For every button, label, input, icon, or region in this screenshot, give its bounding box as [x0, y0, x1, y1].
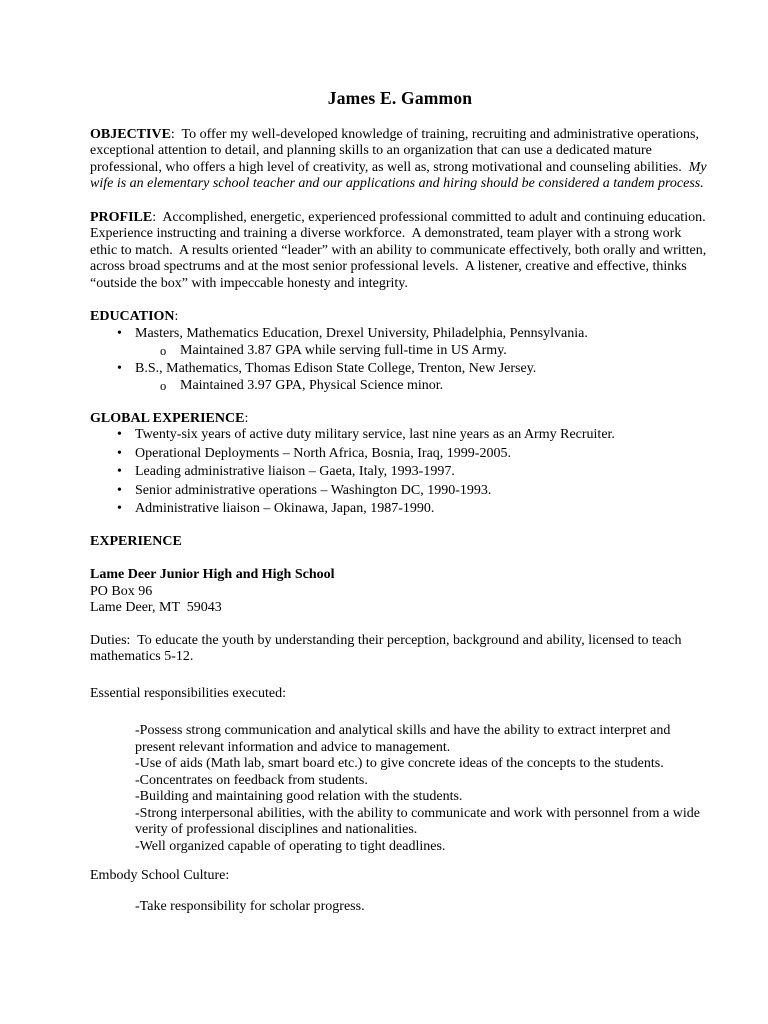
global-experience-item: [90, 427, 710, 444]
bullet-icon: •: [117, 501, 122, 516]
employer-block: [90, 567, 710, 617]
responsibility-item: -Possess strong communication and analytical skills and have the ability to extract interpret and present relevant information and advice to management.: [135, 723, 674, 755]
culture-item: -Take responsibility for scholar progress.: [135, 898, 365, 914]
objective-paragraph: [90, 127, 710, 193]
global-experience-item-text: Leading administrative liaison – Gaeta, Italy, 1993-1997.: [135, 464, 455, 479]
page-title: James E. Gammon: [327, 88, 473, 108]
duties-paragraph: Duties: To educate the youth by understanding their perception, background and ability, licensed to teach mathematics 5-12.: [90, 632, 686, 664]
profile-label: PROFILE: [90, 209, 153, 225]
education-subitem: [90, 378, 710, 395]
global-experience-item-text: Operational Deployments – North Africa, Bosnia, Iraq, 1999-2005.: [135, 445, 511, 461]
global-experience-heading: [90, 411, 710, 428]
employer-name: Lame Deer Junior High and High School: [90, 567, 335, 582]
global-experience-item-text: Twenty-six years of active duty military service, last nine years as an Army Recruiter.: [135, 427, 615, 442]
education-item-text: B.S., Mathematics, Thomas Edison State College, Trenton, New Jersey.: [135, 360, 537, 376]
global-experience-item-text: Senior administrative operations – Washington DC, 1990-1993.: [135, 482, 492, 498]
global-experience-item: [90, 483, 710, 500]
experience-heading: EXPERIENCE: [90, 533, 182, 549]
sub-bullet-icon: o: [160, 344, 167, 358]
bullet-icon: •: [117, 482, 122, 498]
responsibility-item: -Strong interpersonal abilities, with the ability to communicate and work with personnel from a wide verity of professional disciplines and nationalities.: [135, 805, 704, 837]
global-experience-item-text: Administrative liaison – Okinawa, Japan, 1987-1990.: [135, 501, 435, 516]
responsibilities-list: [135, 723, 710, 855]
education-subitem-text: Maintained 3.97 GPA, Physical Science minor.: [180, 378, 444, 393]
global-experience-item: [90, 446, 710, 463]
bullet-icon: •: [117, 360, 122, 376]
education-section: [90, 309, 710, 395]
education-item: [90, 361, 710, 378]
resume-content: [90, 88, 713, 915]
employer-address-line2: Lame Deer, MT 59043: [90, 600, 222, 615]
objective-colon: :: [170, 126, 175, 142]
responsibility-item: -Building and maintaining good relation with the students.: [135, 789, 463, 804]
education-colon: :: [174, 309, 179, 324]
profile-text: Accomplished, energetic, experienced professional committed to adult and continuing education. Experience instructing and training a diverse workforce. A demonstrated, team player with a strong work ethic to match. A results oriented “leader” with an ability to communicate effectively, both orally and written, across broad spectrums and at the most senior professional levels. A listener, creative and effective, thinks “outside the box” with impeccable honesty and integrity.: [90, 209, 713, 291]
responsibility-item: -Concentrates on feedback from students.: [135, 772, 368, 788]
responsibility-item: -Use of aids (Math lab, smart board etc.) to give concrete ideas of the concepts to the students.: [135, 756, 664, 771]
global-experience-colon: :: [244, 410, 249, 426]
education-item: [90, 326, 710, 343]
profile-colon: :: [152, 209, 157, 225]
global-experience-section: [90, 411, 710, 518]
profile-paragraph: [90, 209, 713, 293]
bullet-icon: •: [117, 325, 122, 341]
objective-label: OBJECTIVE: [90, 126, 171, 142]
global-experience-item: [90, 464, 710, 481]
employer-address-line1: PO Box 96: [90, 583, 153, 599]
bullet-icon: •: [117, 427, 122, 442]
global-experience-label: GLOBAL EXPERIENCE: [90, 410, 245, 426]
objective-text: To offer my well-developed knowledge of training, recruiting and administrative operations, exceptional attention to detail, and planning skills to an organization that can use a dedicated mature professional, who offers a high level of creativity, as well as, strong motivational and counseling abilities.: [90, 126, 703, 175]
culture-list: [135, 899, 710, 916]
education-subitem: [90, 343, 710, 360]
education-item-text: Masters, Mathematics Education, Drexel University, Philadelphia, Pennsylvania.: [135, 325, 588, 341]
education-heading: [90, 309, 710, 326]
bullet-icon: •: [117, 445, 122, 461]
objective-italic-text: My wife is an elementary school teacher and our applications and hiring should be considered a tandem process.: [90, 159, 711, 191]
culture-heading: Embody School Culture:: [90, 868, 230, 883]
global-experience-item: [90, 501, 710, 518]
responsibilities-intro: Essential responsibilities executed:: [90, 685, 286, 701]
responsibility-item: -Well organized capable of operating to tight deadlines.: [135, 838, 446, 854]
education-label: EDUCATION: [90, 309, 175, 324]
bullet-icon: •: [117, 464, 122, 479]
sub-bullet-icon: o: [160, 379, 167, 393]
education-subitem-text: Maintained 3.87 GPA while serving full-time in US Army.: [180, 343, 507, 358]
